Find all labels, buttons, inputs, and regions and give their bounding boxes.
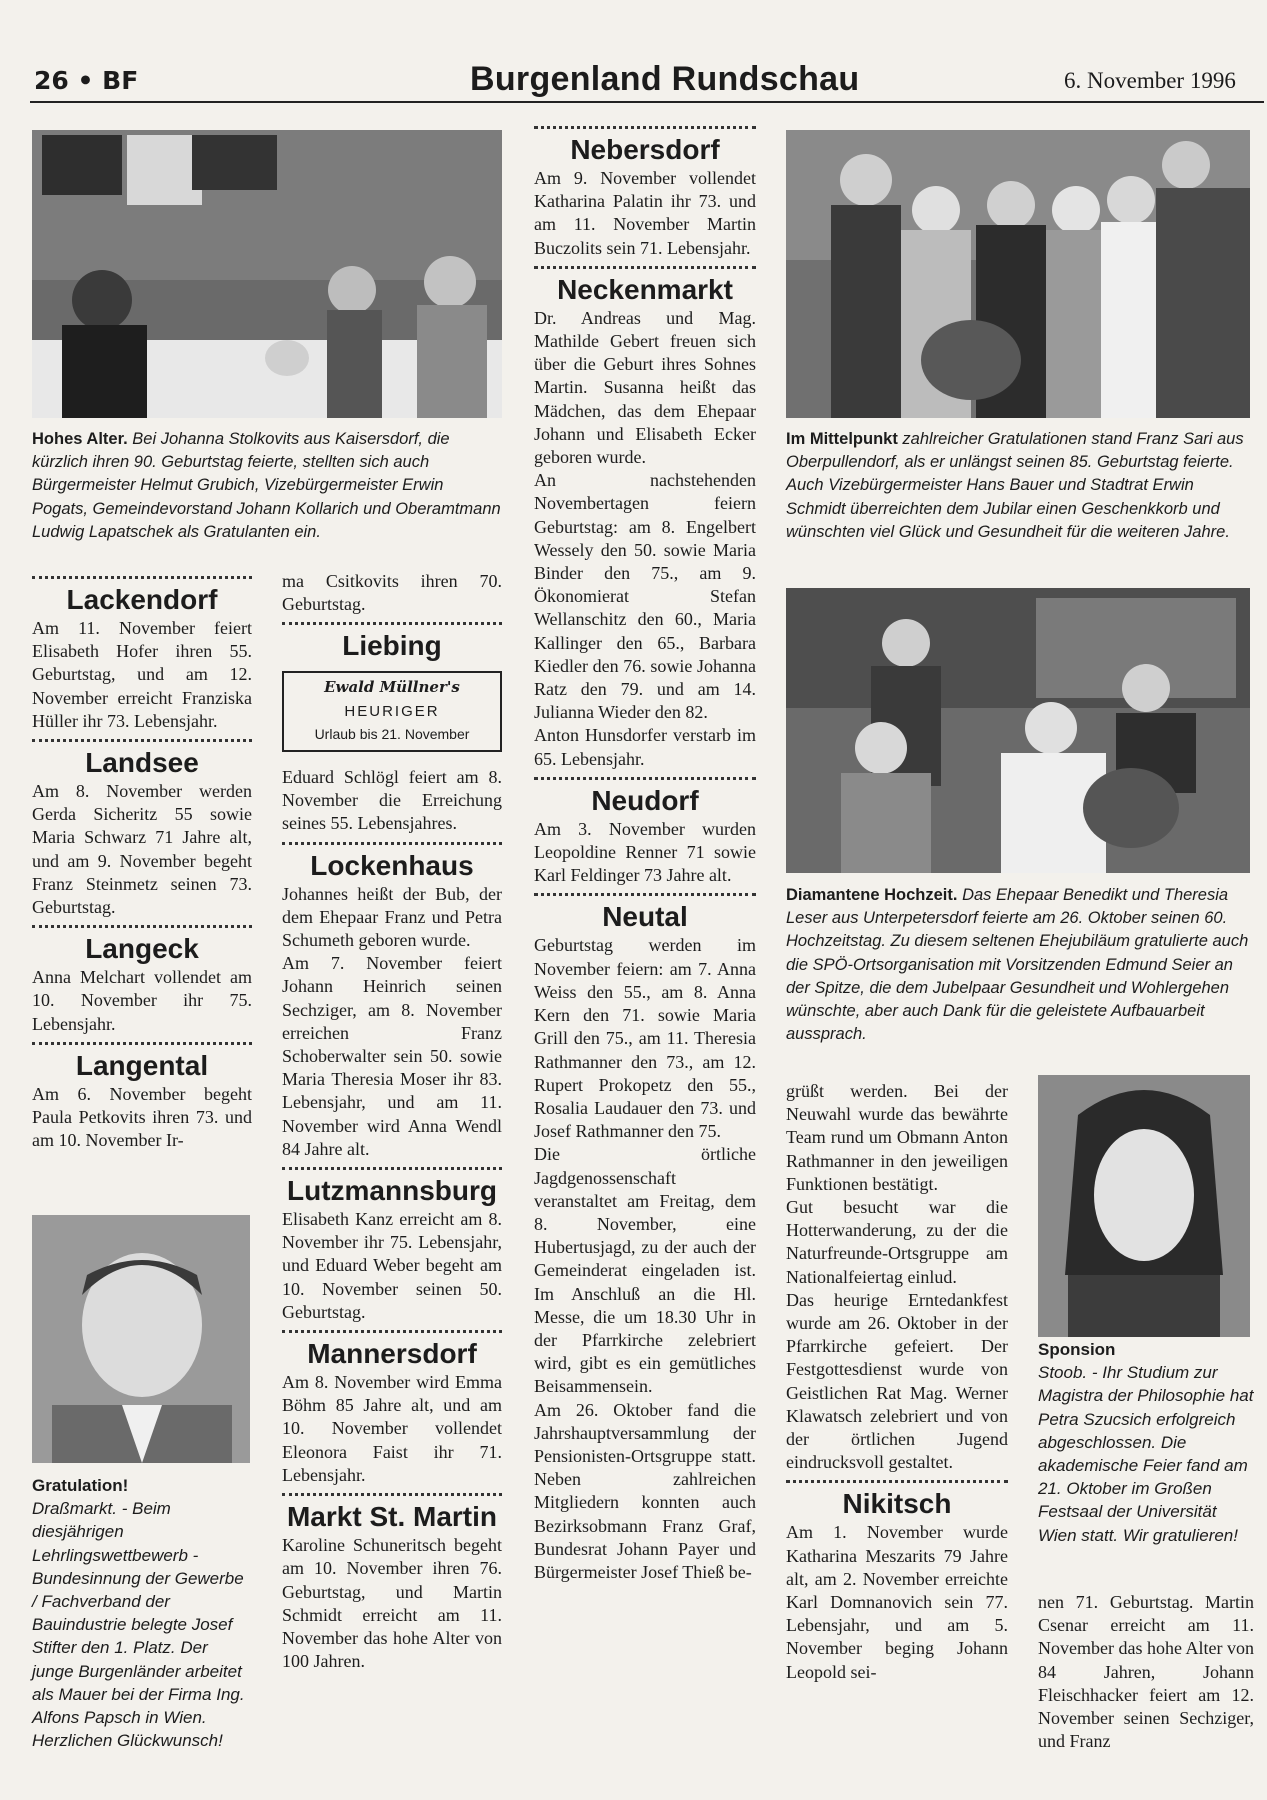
column-1 <box>32 570 252 1152</box>
divider <box>534 777 756 780</box>
divider <box>32 1042 252 1045</box>
divider <box>786 1480 1008 1483</box>
text-lackendorf: Am 11. November feiert Elisabeth Hofer ihren 55. Geburtstag, und am 12. November erreicht Franziska Hüller ihr 73. Lebensjahr. <box>32 618 252 731</box>
heading-lockenhaus: Lockenhaus <box>310 849 474 881</box>
heading-markt-st-martin: Markt St. Martin <box>286 1501 498 1533</box>
photo-85th-birthday-group <box>786 130 1250 418</box>
text-neudorf: Am 3. November wurden Leopoldine Renner 71 sowie Karl Feldinger 73 Jahre alt. <box>534 818 756 886</box>
ad-subtitle: HEURIGER <box>344 702 440 720</box>
newspaper-title: Burgenland Rundschau <box>470 60 860 98</box>
sponsion-caption <box>1038 1338 1254 1547</box>
photo4-caption <box>786 884 1256 1046</box>
column-4 <box>786 1080 1008 1684</box>
photo-birthday-bedside <box>32 130 502 418</box>
column-2 <box>282 570 502 1673</box>
text-neutal-continuation-2: Gut besucht war die Hotterwanderung, zu der die Naturfreunde-Ortsgruppe am Nationalfeiertag einlud. <box>786 1197 1008 1287</box>
divider <box>534 266 756 269</box>
photo1-caption-text: Bei Johanna Stolkovits aus Kaisersdorf, die kürzlich ihren 90. Geburtstag feierte, stellten sich auch Bürgermeister Helmut Grubich, Vizebürgermeister Erwin Pogats, Gemeindevorstand Johann Kollarich und Oberamtmann Ludwig Lapatschek als Gratulanten ein. <box>32 430 501 541</box>
gratulation-text: Draßmarkt. - Beim diesjährigen Lehrlingswettbewerb - Bundesinnung der Gewerbe / Fachverband der Bauindustrie belegte Josef Stifter den 1. Platz. Der junge Burgenländer arbeitet als Mauer bei der Firma Ing. Alfons Papsch in Wien. Herzlichen Glückwunsch! <box>32 1499 245 1751</box>
text-neckenmarkt-2: An nachstehenden Novembertagen feiern Geburtstag: am 8. Engelbert Wessely den 50. sowie Maria Binder den 75., am 9. Ökonomierat Stefan Wellanschitz den 60., Maria Kallinger den 65., Barbara Kiedler den 76. sowie Johanna Ratz den 79. und am 14. Julianna Wieder den 82. <box>534 470 756 723</box>
divider <box>282 1167 502 1170</box>
heading-mannersdorf: Mannersdorf <box>307 1338 477 1370</box>
text-neckenmarkt-3: Anton Hunsdorfer verstarb im 65. Lebensjahr. <box>534 725 756 769</box>
text-lockenhaus-1: Johannes heißt der Bub, der dem Ehepaar Franz und Petra Schumeth geboren wurde. <box>282 883 502 951</box>
divider <box>282 1330 502 1333</box>
heading-nebersdorf: Nebersdorf <box>570 134 720 165</box>
sponsion-text: Stoob. - Ihr Studium zur Magistra der Philosophie hat Petra Szucsich erfolgreich abgeschlossen. Die akademische Feier fand am 21. Oktober im Großen Festsaal der Universität Wien statt. Wir gratulieren! <box>1038 1363 1254 1545</box>
heuriger-ad <box>282 671 502 752</box>
page-number: 26 • BF <box>34 66 139 95</box>
text-langental: Am 6. November begeht Paula Petkovits ihren 73. und am 10. November Ir- <box>32 1083 252 1151</box>
text-neutal-1: Geburtstag werden im November feiern: am 7. Anna Weiss den 55., am 8. Anna Kern den 71. sowie Maria Grill den 75., am 11. Theresia Rathmanner den 73., am 12. Rupert Prokopetz den 55., Rosalia Laudauer den 73. und Josef Rathmanner den 75. <box>534 935 756 1142</box>
ad-name: Ewald Müllner's <box>324 678 460 697</box>
photo-apprentice-portrait <box>32 1215 250 1463</box>
divider <box>282 622 502 625</box>
divider <box>534 893 756 896</box>
divider <box>282 842 502 845</box>
heading-lutzmannsburg: Lutzmannsburg <box>287 1175 497 1207</box>
heading-langeck: Langeck <box>85 933 199 965</box>
text-neutal-3: Am 26. Oktober fand die Jahrshauptversammlung der Pensionisten-Ortsgruppe statt. Neben zahlreichen Mitgliedern konnten auch Bezirksobmann Franz Graf, Bundesrat Johann Payer und Bürgermeister Josef Thieß be- <box>534 1399 756 1582</box>
text-nikitsch-continuation: nen 71. Geburtstag. Martin Csenar erreicht am 11. November das hohe Alter von 84 Jahren, Johann Fleischhacker feiert am 12. November seinen Sechziger, und Franz <box>1038 1592 1254 1752</box>
divider <box>32 925 252 928</box>
photo4-caption-title: Diamantene Hochzeit. <box>786 886 958 904</box>
divider <box>282 1493 502 1496</box>
column-5 <box>1038 1591 1254 1753</box>
sponsion-title: Sponsion <box>1038 1340 1116 1359</box>
text-neutal-2: Die örtliche Jagdgenossenschaft veranstaltet am Freitag, dem 8. November, eine Hubertusjagd, zu der auch der Gemeinderat eingeladen ist. Im Anschluß an die Hl. Messe, die um 18.30 Uhr in der Pfarrkirche zelebriert wird, gibt es ein gemütliches Beisammensein. <box>534 1144 756 1397</box>
photo3-caption-title: Im Mittelpunkt <box>786 430 898 448</box>
heading-neudorf: Neudorf <box>591 784 699 816</box>
photo3-caption-text: zahlreicher Gratulationen stand Franz Sari aus Oberpullendorf, als er unlängst seinen 85. Geburtstag feierte. Auch Vizebürgermeister Hans Bauer und Stadtrat Erwin Schmidt überreichten dem Jubilar einen Geschenkkorb und wünschten viel Glück und Gesundheit für die weiteren Jahre. <box>786 430 1244 541</box>
heading-lackendorf: Lackendorf <box>66 584 218 615</box>
heading-neutal: Neutal <box>602 901 688 933</box>
text-liebing: Eduard Schlögl feiert am 8. November die Erreichung seines 55. Lebensjahres. <box>282 767 502 834</box>
column-3 <box>534 126 756 1584</box>
text-landsee: Am 8. November werden Gerda Sicheritz 55 sowie Maria Schwarz 71 Jahre alt, und am 9. November begeht Franz Steinmetz seinen 73. Geburtstag. <box>32 781 252 918</box>
photo3-caption <box>786 428 1256 544</box>
divider <box>534 126 756 129</box>
heading-langental: Langental <box>75 1049 209 1081</box>
text-neckenmarkt-1: Dr. Andreas und Mag. Mathilde Gebert freuen sich über die Geburt ihres Sohnes Martin. Susanna heißt das Mädchen, das dem Ehepaar Johann und Elisabeth Ecker geboren wurde. <box>534 307 756 468</box>
photo-graduate-portrait <box>1038 1075 1250 1337</box>
text-mannersdorf: Am 8. November wird Emma Böhm 85 Jahre alt, und am 10. November vollendet Eleonora Faist ihr 71. Lebensjahr. <box>282 1372 502 1485</box>
text-continuation: ma Csitkovits ihren 70. Geburtstag. <box>282 571 502 615</box>
text-markt-st-martin: Karoline Schuneritsch begeht am 10. November ihren 76. Geburtstag, und Martin Schmidt erreicht am 11. November das hohe Alter von 100 Jahren. <box>282 1535 502 1672</box>
header-rule <box>30 101 1264 103</box>
gratulation-title: Gratulation! <box>32 1476 129 1495</box>
divider <box>32 739 252 742</box>
text-lockenhaus-2: Am 7. November feiert Johann Heinrich seinen Sechziger, am 8. November erreichen Franz Schoberwalter sein 50. sowie Maria Theresia Moser ihr 83. Lebensjahr, und am 11. November wird Anna Wendl 84 Jahre alt. <box>282 953 502 1159</box>
heading-liebing: Liebing <box>342 630 442 662</box>
gratulation-caption <box>32 1474 252 1752</box>
issue-date: 6. November 1996 <box>1064 68 1236 93</box>
photo4-caption-text: Das Ehepaar Benedikt und Theresia Leser aus Unterpetersdorf feierte am 26. Oktober seinen 60. Hochzeitstag. Zu diesem seltenen Ehejubiläum gratulierte auch die SPÖ-Ortsorganisation mit Vorsitzenden Edmund Seier an der Spitze, die dem Jubelpaar Gesundheit und Wohlergehen wünschte, aber auch Dank für die geleistete Aufbauarbeit aussprach. <box>786 886 1249 1044</box>
text-nikitsch: Am 1. November wurde Katharina Meszarits 79 Jahre alt, am 2. November erreichte Karl Domnanovich sein 77. Lebensjahr, und am 5. November beging Johann Leopold sei- <box>786 1522 1008 1682</box>
heading-landsee: Landsee <box>85 747 199 779</box>
photo1-caption <box>32 428 502 544</box>
divider <box>32 576 252 579</box>
text-lutzmannsburg: Elisabeth Kanz erreicht am 8. November ihr 75. Lebensjahr, und Eduard Weber begeht am 10. November seinen 50. Geburtstag. <box>282 1209 502 1322</box>
text-nebersdorf: Am 9. November vollendet Katharina Palatin ihr 73. und am 11. November Martin Buczolits sein 71. Lebensjahr. <box>534 168 756 258</box>
text-langeck: Anna Melchart vollendet am 10. November ihr 75. Lebensjahr. <box>32 967 252 1034</box>
photo1-caption-title: Hohes Alter. <box>32 430 128 448</box>
photo-diamond-wedding <box>786 588 1250 873</box>
heading-nikitsch: Nikitsch <box>842 1488 952 1520</box>
text-neutal-continuation-3: Das heurige Erntedankfest wurde am 26. Oktober in der Pfarrkirche gefeiert. Der Festgottesdienst wurde von Geistlichen Rat Mag. Werner Klawatsch zelebriert und von der örtlichen Jugend eindrucksvoll gestaltet. <box>786 1289 1008 1473</box>
text-neutal-continuation-1: grüßt werden. Bei der Neuwahl wurde das bewährte Team rund um Obmann Anton Rathmanner in den jeweiligen Funktionen bestätigt. <box>786 1081 1008 1194</box>
heading-neckenmarkt: Neckenmarkt <box>557 273 733 305</box>
ad-note: Urlaub bis 21. November <box>314 725 470 742</box>
